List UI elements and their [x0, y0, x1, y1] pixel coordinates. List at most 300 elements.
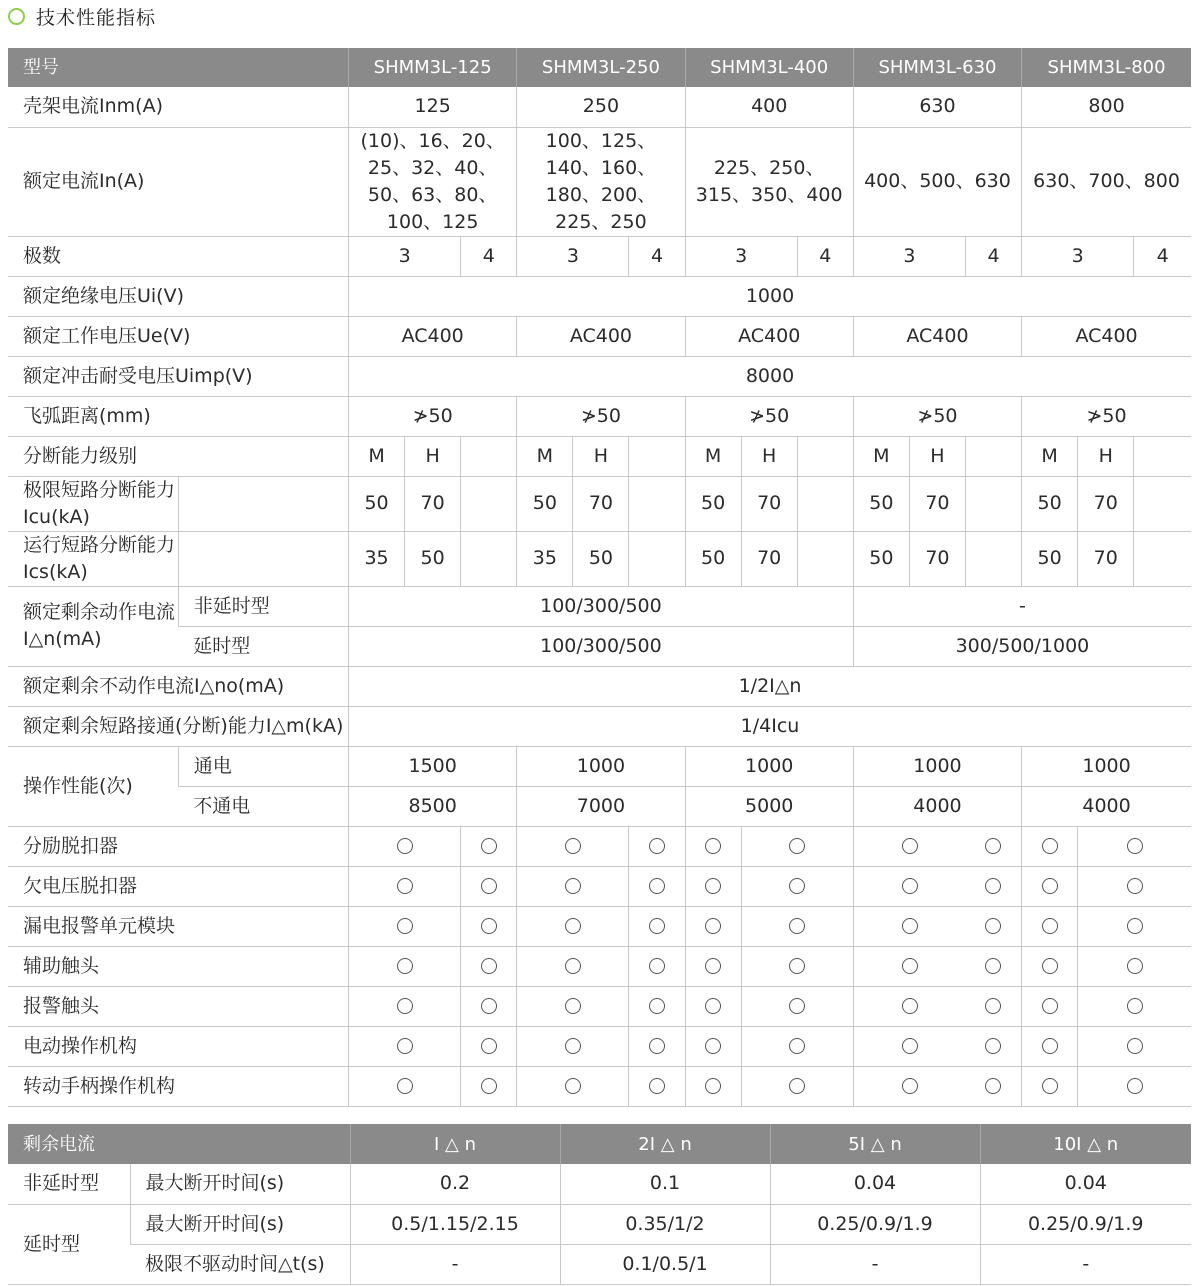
cell-value: 8000: [349, 356, 1191, 396]
table-row: [8, 87, 1191, 127]
row-label: 电动操作机构: [8, 1026, 349, 1066]
cell-value: AC400: [1022, 316, 1191, 356]
option-cell: [965, 826, 1021, 866]
cell-value: 50: [349, 476, 405, 531]
row-label: 辅助触头: [8, 946, 349, 986]
option-cell: [741, 946, 853, 986]
sub-label: 极限不驱动时间△t(s): [130, 1244, 350, 1284]
optional-circle-icon: [397, 838, 413, 854]
optional-circle-icon: [985, 1038, 1001, 1054]
cell-value: 1000: [517, 746, 685, 786]
cell-value: 50: [573, 531, 629, 586]
optional-circle-icon: [565, 878, 581, 894]
cell-empty: [965, 531, 1021, 586]
option-cell: [349, 986, 461, 1026]
cell-value: 50: [517, 476, 573, 531]
cell-value: M: [1022, 436, 1078, 476]
option-cell: [853, 946, 965, 986]
row-label: 分励脱扣器: [8, 826, 349, 866]
table-row: [8, 436, 1191, 476]
row-label: 转动手柄操作机构: [8, 1066, 349, 1106]
option-cell: [461, 826, 517, 866]
cell-value: 50: [685, 531, 741, 586]
option-cell: [965, 866, 1021, 906]
optional-circle-icon: [902, 958, 918, 974]
option-cell: [965, 1066, 1021, 1106]
cell-value: ≯50: [1022, 396, 1191, 436]
optional-circle-icon: [1127, 998, 1143, 1014]
option-cell: [629, 826, 685, 866]
sub-label: 最大断开时间(s): [130, 1164, 350, 1204]
option-cell: [1078, 866, 1191, 906]
option-cell: [741, 826, 853, 866]
option-cell: [685, 946, 741, 986]
option-cell: [349, 866, 461, 906]
sub-label: 通电: [178, 746, 348, 786]
cell-empty: [629, 436, 685, 476]
option-cell: [1022, 826, 1078, 866]
option-cell: [629, 1066, 685, 1106]
optional-circle-icon: [481, 878, 497, 894]
row-label: 漏电报警单元模块: [8, 906, 349, 946]
optional-circle-icon: [902, 838, 918, 854]
spec-table: [8, 48, 1191, 1107]
table-row: [8, 586, 1191, 626]
option-cell: [685, 826, 741, 866]
optional-circle-icon: [985, 878, 1001, 894]
cell-value: 0.2: [350, 1164, 560, 1204]
optional-circle-icon: [649, 998, 665, 1014]
option-cell: [1078, 946, 1191, 986]
spec-header-row: [8, 48, 1191, 87]
optional-circle-icon: [1042, 838, 1058, 854]
option-cell: [685, 1026, 741, 1066]
cell-empty: [178, 476, 348, 531]
cell-empty: [461, 436, 517, 476]
cell-value: 70: [909, 531, 965, 586]
option-cell: [461, 1026, 517, 1066]
option-cell: [1078, 986, 1191, 1026]
optional-circle-icon: [705, 918, 721, 934]
option-cell: [461, 906, 517, 946]
option-cell: [1022, 1066, 1078, 1106]
cell-value: -: [980, 1244, 1191, 1284]
value-line: 180、200、: [545, 183, 657, 206]
cell-value: 3: [349, 236, 461, 276]
option-cell: [853, 986, 965, 1026]
optional-circle-icon: [1042, 1078, 1058, 1094]
option-cell: [1022, 946, 1078, 986]
option-cell: [853, 1026, 965, 1066]
row-label: 极限短路分断能力Icu(kA): [8, 476, 178, 531]
cell-value: 0.25/0.9/1.9: [770, 1204, 980, 1244]
cell-value: 1000: [853, 746, 1021, 786]
cell-value: 4: [1134, 236, 1191, 276]
value-line: 225、250、: [713, 156, 825, 179]
value-line: 630、700、800: [1033, 170, 1180, 192]
cell-value: ≯50: [349, 396, 517, 436]
cell-value: 1500: [349, 746, 517, 786]
cell-value: H: [741, 436, 797, 476]
optional-circle-icon: [1042, 998, 1058, 1014]
cell-value: -: [770, 1244, 980, 1284]
option-cell: [629, 1026, 685, 1066]
optional-circle-icon: [985, 998, 1001, 1014]
cell-value: 35: [517, 531, 573, 586]
option-cell: [1078, 1066, 1191, 1106]
value-line: 50、63、80、: [367, 183, 498, 206]
table-row: [8, 316, 1191, 356]
cell-value: [853, 127, 1021, 236]
row-label: 延时型: [8, 1204, 130, 1284]
optional-circle-icon: [902, 1038, 918, 1054]
cell-value: 4000: [853, 786, 1021, 826]
option-cell: [853, 826, 965, 866]
cell-value: 70: [1078, 476, 1134, 531]
sub-label: 延时型: [178, 626, 348, 666]
cell-value: 630: [853, 87, 1021, 127]
optional-circle-icon: [565, 1038, 581, 1054]
option-cell: [629, 946, 685, 986]
cell-empty: [461, 476, 517, 531]
option-cell: [685, 906, 741, 946]
option-cell: [741, 906, 853, 946]
optional-circle-icon: [902, 998, 918, 1014]
cell-empty: [461, 531, 517, 586]
cell-value: M: [685, 436, 741, 476]
option-cell: [853, 906, 965, 946]
option-cell: [461, 866, 517, 906]
option-cell: [349, 906, 461, 946]
option-cell: [517, 1026, 629, 1066]
cell-value: 300/500/1000: [853, 626, 1191, 666]
optional-circle-icon: [705, 838, 721, 854]
optional-circle-icon: [789, 918, 805, 934]
cell-value: H: [405, 436, 461, 476]
option-cell: [853, 1066, 965, 1106]
option-cell: [349, 1066, 461, 1106]
option-cell: [461, 1066, 517, 1106]
option-cell: [965, 946, 1021, 986]
optional-circle-icon: [789, 1078, 805, 1094]
header-col: 5I △ n: [770, 1124, 980, 1164]
cell-value: 70: [741, 531, 797, 586]
cell-value: 70: [405, 476, 461, 531]
cell-value: ≯50: [853, 396, 1021, 436]
option-cell: [965, 1026, 1021, 1066]
option-cell: [741, 1026, 853, 1066]
cell-value: 7000: [517, 786, 685, 826]
optional-circle-icon: [481, 838, 497, 854]
option-cell: [517, 946, 629, 986]
table-row: [8, 1244, 1191, 1284]
option-cell: [629, 906, 685, 946]
cell-value: 3: [685, 236, 797, 276]
optional-circle-icon: [649, 918, 665, 934]
option-cell: [517, 826, 629, 866]
cell-value: 8500: [349, 786, 517, 826]
optional-circle-icon: [705, 998, 721, 1014]
cell-value: 0.5/1.15/2.15: [350, 1204, 560, 1244]
cell-value: 1000: [349, 276, 1191, 316]
table-row: [8, 356, 1191, 396]
cell-empty: [797, 436, 853, 476]
optional-circle-icon: [397, 958, 413, 974]
row-label: 报警触头: [8, 986, 349, 1026]
cell-value: 70: [741, 476, 797, 531]
optional-circle-icon: [1042, 878, 1058, 894]
row-label: 分断能力级别: [8, 436, 349, 476]
cell-value: 4: [461, 236, 517, 276]
cell-value: M: [517, 436, 573, 476]
cell-value: M: [349, 436, 405, 476]
optional-circle-icon: [481, 1038, 497, 1054]
table-row: [8, 1204, 1191, 1244]
optional-circle-icon: [789, 878, 805, 894]
option-cell: [1022, 866, 1078, 906]
row-label: 额定剩余不动作电流I△no(mA): [8, 666, 349, 706]
cell-value: 50: [1022, 476, 1078, 531]
table-row: [8, 786, 1191, 826]
optional-circle-icon: [902, 918, 918, 934]
sub-label: 最大断开时间(s): [130, 1204, 350, 1244]
value-line: 100、125、: [545, 129, 657, 152]
option-cell: [1022, 986, 1078, 1026]
cell-value: 1/2I△n: [349, 666, 1191, 706]
optional-circle-icon: [397, 1078, 413, 1094]
table-row: [8, 127, 1191, 236]
optional-circle-icon: [481, 1078, 497, 1094]
cell-value: 3: [517, 236, 629, 276]
section-header: [8, 2, 156, 30]
cell-empty: [629, 476, 685, 531]
optional-circle-icon: [397, 1038, 413, 1054]
option-cell: [1022, 1026, 1078, 1066]
value-line: 25、32、40、: [367, 156, 498, 179]
cell-value: 100/300/500: [349, 586, 854, 626]
option-cell: [741, 1066, 853, 1106]
row-label: 极数: [8, 236, 349, 276]
option-cell: [517, 906, 629, 946]
row-label: 飞弧距离(mm): [8, 396, 349, 436]
accessory-rows: [8, 826, 1191, 1106]
accessory-row: [8, 1066, 1191, 1106]
cell-value: 0.1: [560, 1164, 770, 1204]
cell-empty: [1134, 476, 1191, 531]
cell-value: -: [350, 1244, 560, 1284]
option-cell: [965, 986, 1021, 1026]
cell-value: [517, 127, 685, 236]
cell-value: 50: [1022, 531, 1078, 586]
optional-circle-icon: [1042, 958, 1058, 974]
optional-circle-icon: [705, 958, 721, 974]
cell-empty: [797, 476, 853, 531]
optional-circle-icon: [649, 1078, 665, 1094]
header-model-label: 型号: [8, 48, 349, 87]
cell-value: 70: [909, 476, 965, 531]
option-cell: [853, 866, 965, 906]
value-line: 140、160、: [545, 156, 657, 179]
row-label: 额定电流In(A): [8, 127, 349, 236]
cell-value: 3: [1022, 236, 1134, 276]
cell-value: H: [573, 436, 629, 476]
cell-value: 5000: [685, 786, 853, 826]
optional-circle-icon: [902, 878, 918, 894]
optional-circle-icon: [1127, 1038, 1143, 1054]
option-cell: [1078, 906, 1191, 946]
cell-value: 100/300/500: [349, 626, 854, 666]
cell-value: ≯50: [685, 396, 853, 436]
section-title: 技术性能指标: [36, 6, 157, 29]
option-cell: [685, 986, 741, 1026]
optional-circle-icon: [985, 918, 1001, 934]
value-line: 225、250: [555, 210, 647, 233]
cell-value: M: [853, 436, 909, 476]
option-cell: [349, 826, 461, 866]
optional-circle-icon: [985, 838, 1001, 854]
accessory-row: [8, 866, 1191, 906]
header-model: SHMM3L-800: [1022, 48, 1191, 87]
optional-circle-icon: [397, 998, 413, 1014]
cell-empty: [797, 531, 853, 586]
header-model: SHMM3L-630: [853, 48, 1021, 87]
cell-value: 50: [685, 476, 741, 531]
cell-value: AC400: [685, 316, 853, 356]
sub-label: 不通电: [178, 786, 348, 826]
optional-circle-icon: [397, 878, 413, 894]
table-row: [8, 746, 1191, 786]
cell-value: 50: [405, 531, 461, 586]
cell-empty: [1134, 436, 1191, 476]
row-label: 欠电压脱扣器: [8, 866, 349, 906]
cell-value: 1/4Icu: [349, 706, 1191, 746]
cell-value: 0.1/0.5/1: [560, 1244, 770, 1284]
optional-circle-icon: [985, 1078, 1001, 1094]
cell-value: AC400: [349, 316, 517, 356]
optional-circle-icon: [1042, 918, 1058, 934]
option-cell: [629, 866, 685, 906]
optional-circle-icon: [649, 958, 665, 974]
table-row: [8, 706, 1191, 746]
optional-circle-icon: [1127, 958, 1143, 974]
option-cell: [629, 986, 685, 1026]
cell-value: ≯50: [517, 396, 685, 436]
cell-value: H: [909, 436, 965, 476]
accessory-row: [8, 986, 1191, 1026]
cell-value: 4: [965, 236, 1021, 276]
option-cell: [685, 1066, 741, 1106]
optional-circle-icon: [1042, 1038, 1058, 1054]
cell-value: [349, 127, 517, 236]
cell-value: 4: [629, 236, 685, 276]
cell-empty: [965, 436, 1021, 476]
cell-value: [685, 127, 853, 236]
optional-circle-icon: [565, 958, 581, 974]
cell-value: AC400: [517, 316, 685, 356]
cell-value: 70: [573, 476, 629, 531]
row-label: 额定冲击耐受电压Uimp(V): [8, 356, 349, 396]
cell-empty: [1134, 531, 1191, 586]
optional-circle-icon: [565, 838, 581, 854]
residual-table: [8, 1124, 1191, 1285]
optional-circle-icon: [481, 958, 497, 974]
optional-circle-icon: [1127, 1078, 1143, 1094]
cell-value: 4: [797, 236, 853, 276]
cell-value: 1000: [1022, 746, 1191, 786]
cell-empty: [629, 531, 685, 586]
table-row: [8, 396, 1191, 436]
circle-bullet-icon: [8, 8, 25, 25]
row-label: 额定绝缘电压Ui(V): [8, 276, 349, 316]
cell-value: 125: [349, 87, 517, 127]
optional-circle-icon: [481, 998, 497, 1014]
table-row: [8, 476, 1191, 531]
optional-circle-icon: [789, 958, 805, 974]
cell-value: 50: [853, 476, 909, 531]
header-model: SHMM3L-125: [349, 48, 517, 87]
cell-value: AC400: [853, 316, 1021, 356]
cell-value: 70: [1078, 531, 1134, 586]
header-model: SHMM3L-250: [517, 48, 685, 87]
option-cell: [1078, 826, 1191, 866]
cell-value: 400: [685, 87, 853, 127]
optional-circle-icon: [649, 1038, 665, 1054]
cell-value: [1022, 127, 1191, 236]
table-row: [8, 666, 1191, 706]
optional-circle-icon: [1127, 878, 1143, 894]
optional-circle-icon: [1127, 838, 1143, 854]
header-model: SHMM3L-400: [685, 48, 853, 87]
row-label: 额定工作电压Ue(V): [8, 316, 349, 356]
optional-circle-icon: [705, 1038, 721, 1054]
option-cell: [741, 986, 853, 1026]
table-row: [8, 531, 1191, 586]
optional-circle-icon: [705, 878, 721, 894]
row-label: 额定剩余动作电流I△n(mA): [8, 586, 178, 666]
residual-header-row: [8, 1124, 1191, 1164]
header-col: 2I △ n: [560, 1124, 770, 1164]
value-line: 315、350、400: [695, 183, 843, 206]
optional-circle-icon: [565, 1078, 581, 1094]
option-cell: [517, 986, 629, 1026]
cell-value: 50: [853, 531, 909, 586]
optional-circle-icon: [789, 1038, 805, 1054]
accessory-row: [8, 1026, 1191, 1066]
optional-circle-icon: [649, 878, 665, 894]
optional-circle-icon: [789, 998, 805, 1014]
table-row: [8, 276, 1191, 316]
value-line: (10)、16、20、: [360, 129, 505, 152]
option-cell: [517, 1066, 629, 1106]
cell-value: H: [1078, 436, 1134, 476]
header-col: 10I △ n: [980, 1124, 1191, 1164]
value-line: 100、125: [386, 210, 479, 233]
cell-value: 0.25/0.9/1.9: [980, 1204, 1191, 1244]
value-line: 400、500、630: [864, 170, 1011, 192]
row-label: 操作性能(次): [8, 746, 178, 826]
row-label: 运行短路分断能力Ics(kA): [8, 531, 178, 586]
cell-value: 1000: [685, 746, 853, 786]
optional-circle-icon: [649, 838, 665, 854]
optional-circle-icon: [789, 838, 805, 854]
optional-circle-icon: [1127, 918, 1143, 934]
cell-value: 0.35/1/2: [560, 1204, 770, 1244]
option-cell: [1078, 1026, 1191, 1066]
table-row: [8, 1164, 1191, 1204]
optional-circle-icon: [902, 1078, 918, 1094]
option-cell: [685, 866, 741, 906]
optional-circle-icon: [481, 918, 497, 934]
